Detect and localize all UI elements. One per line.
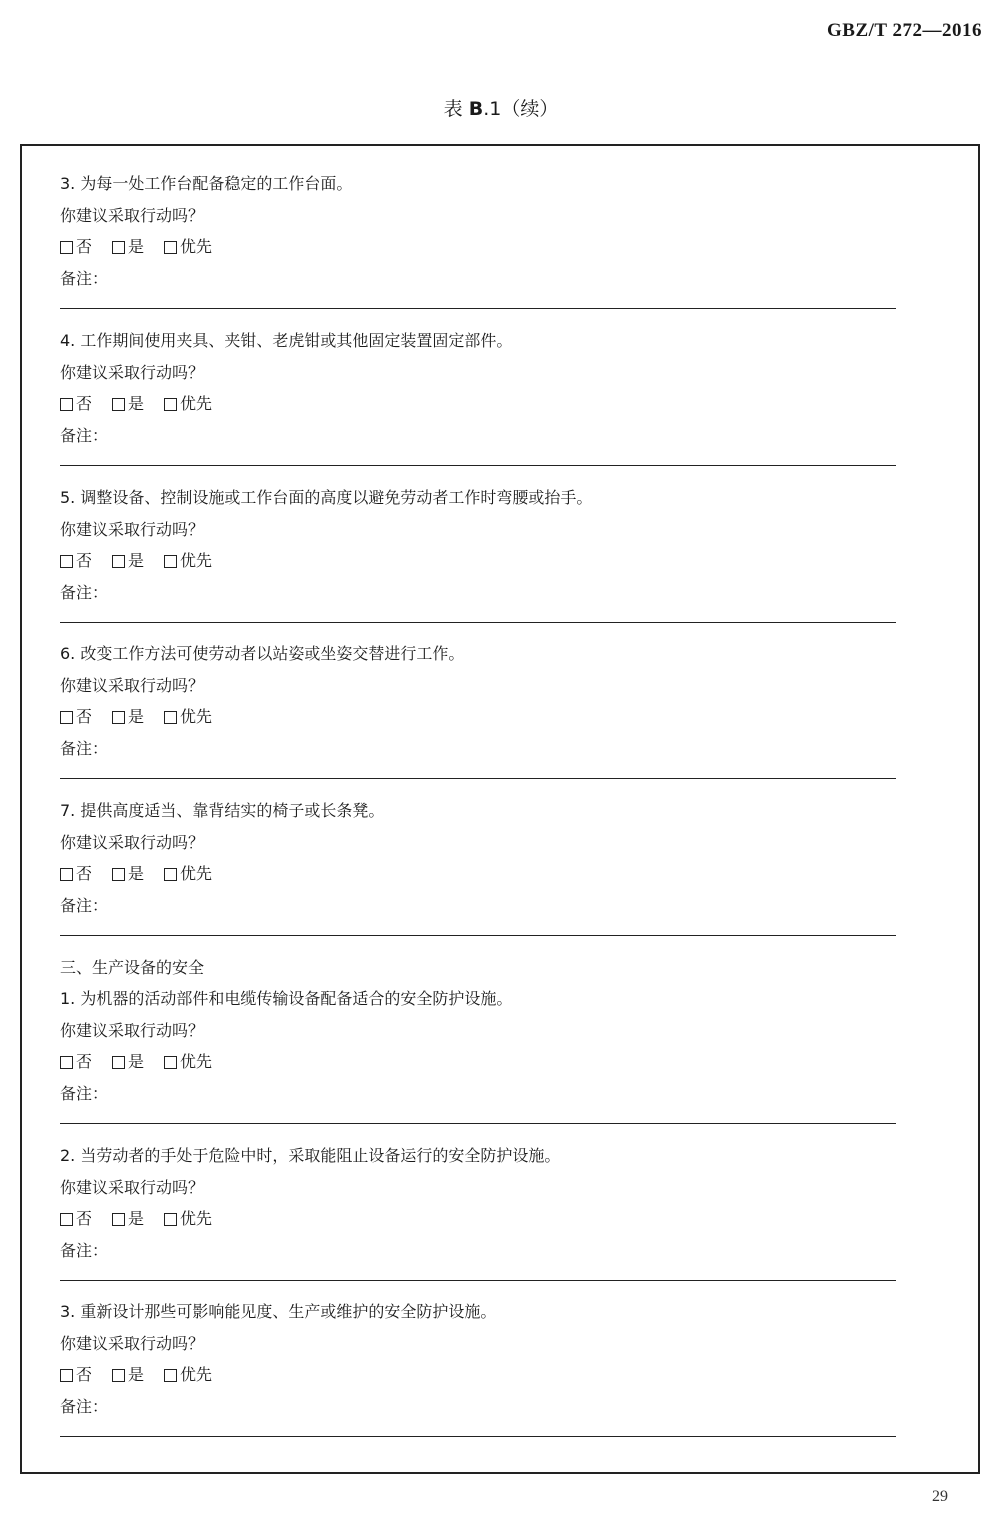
checkbox-icon[interactable] — [164, 868, 177, 881]
option-no[interactable] — [60, 1052, 92, 1072]
remarks-line[interactable] — [60, 1280, 896, 1281]
action-question: 你建议采取行动吗？ — [60, 206, 205, 225]
option-no-label: 否 — [76, 1209, 93, 1228]
option-no[interactable] — [60, 551, 92, 571]
option-priority[interactable] — [164, 551, 212, 571]
option-yes-label: 是 — [128, 394, 145, 413]
option-no[interactable] — [60, 1365, 92, 1385]
remarks-line[interactable] — [60, 1123, 896, 1124]
option-yes[interactable] — [112, 1209, 144, 1229]
option-priority[interactable] — [164, 394, 212, 414]
question-text: 6. 改变工作方法可使劳动者以站姿或坐姿交替进行工作。 — [60, 644, 465, 663]
checkbox-icon[interactable] — [164, 398, 177, 411]
option-group — [60, 1052, 232, 1072]
option-no[interactable] — [60, 707, 92, 727]
page-number: 29 — [932, 1488, 948, 1505]
option-group — [60, 1365, 232, 1385]
remarks-line[interactable] — [60, 778, 896, 779]
remarks-line[interactable] — [60, 465, 896, 466]
option-yes-label: 是 — [128, 551, 145, 570]
checkbox-icon[interactable] — [112, 868, 125, 881]
standard-code: GBZ/T 272—2016 — [827, 20, 982, 41]
option-group — [60, 1209, 232, 1229]
checkbox-icon[interactable] — [112, 1369, 125, 1382]
option-no[interactable] — [60, 864, 92, 884]
checkbox-icon[interactable] — [60, 1213, 73, 1226]
remarks-line[interactable] — [60, 1436, 896, 1437]
question-text: 5. 调整设备、控制设施或工作台面的高度以避免劳动者工作时弯腰或抬手。 — [60, 488, 593, 507]
checkbox-icon[interactable] — [60, 555, 73, 568]
checkbox-icon[interactable] — [60, 398, 73, 411]
option-no-label: 否 — [76, 1365, 93, 1384]
checkbox-icon[interactable] — [164, 711, 177, 724]
option-yes-label: 是 — [128, 707, 145, 726]
remarks-label: 备注： — [60, 1084, 109, 1103]
option-group — [60, 864, 232, 884]
question-text: 7. 提供高度适当、靠背结实的椅子或长条凳。 — [60, 801, 385, 820]
option-no-label: 否 — [76, 1052, 93, 1071]
option-group — [60, 394, 232, 414]
option-yes[interactable] — [112, 1052, 144, 1072]
question-block — [60, 801, 896, 958]
option-no-label: 否 — [76, 394, 93, 413]
remarks-label: 备注： — [60, 426, 109, 445]
remarks-line[interactable] — [60, 622, 896, 623]
option-priority[interactable] — [164, 707, 212, 727]
option-no[interactable] — [60, 394, 92, 414]
option-priority-label: 优先 — [180, 1052, 213, 1071]
checkbox-icon[interactable] — [60, 868, 73, 881]
option-priority-label: 优先 — [180, 1209, 213, 1228]
remarks-label: 备注： — [60, 896, 109, 915]
option-yes[interactable] — [112, 551, 144, 571]
remarks-label: 备注： — [60, 269, 109, 288]
checkbox-icon[interactable] — [164, 555, 177, 568]
caption-table-id: B — [468, 98, 484, 120]
option-priority-label: 优先 — [180, 864, 213, 883]
action-question: 你建议采取行动吗？ — [60, 1178, 205, 1197]
option-priority-label: 优先 — [180, 237, 213, 256]
option-priority[interactable] — [164, 1365, 212, 1385]
option-yes[interactable] — [112, 1365, 144, 1385]
option-yes[interactable] — [112, 394, 144, 414]
option-group — [60, 551, 232, 571]
checkbox-icon[interactable] — [112, 555, 125, 568]
checkbox-icon[interactable] — [164, 1056, 177, 1069]
option-priority-label: 优先 — [180, 394, 213, 413]
checkbox-icon[interactable] — [164, 1213, 177, 1226]
caption-suffix: .1（续） — [483, 98, 559, 120]
section-heading: 三、生产设备的安全 — [60, 958, 205, 977]
option-priority[interactable] — [164, 237, 212, 257]
option-no-label: 否 — [76, 237, 93, 256]
action-question: 你建议采取行动吗？ — [60, 833, 205, 852]
option-yes-label: 是 — [128, 1052, 145, 1071]
checkbox-icon[interactable] — [164, 241, 177, 254]
question-block — [60, 331, 896, 488]
option-priority[interactable] — [164, 1209, 212, 1229]
question-block — [60, 488, 896, 645]
option-no-label: 否 — [76, 864, 93, 883]
checkbox-icon[interactable] — [112, 711, 125, 724]
option-no[interactable] — [60, 237, 92, 257]
option-priority[interactable] — [164, 864, 212, 884]
checkbox-icon[interactable] — [60, 1056, 73, 1069]
option-no-label: 否 — [76, 551, 93, 570]
question-block — [60, 644, 896, 801]
checkbox-icon[interactable] — [112, 241, 125, 254]
remarks-label: 备注： — [60, 583, 109, 602]
option-yes-label: 是 — [128, 864, 145, 883]
checkbox-icon[interactable] — [112, 1213, 125, 1226]
action-question: 你建议采取行动吗？ — [60, 1334, 205, 1353]
remarks-line[interactable] — [60, 935, 896, 936]
option-priority[interactable] — [164, 1052, 212, 1072]
question-text: 3. 为每一处工作台配备稳定的工作台面。 — [60, 174, 353, 193]
action-question: 你建议采取行动吗？ — [60, 1021, 205, 1040]
question-block — [60, 174, 896, 331]
option-yes[interactable] — [112, 864, 144, 884]
checkbox-icon[interactable] — [60, 711, 73, 724]
option-priority-label: 优先 — [180, 1365, 213, 1384]
option-priority-label: 优先 — [180, 707, 213, 726]
question-text: 4. 工作期间使用夹具、夹钳、老虎钳或其他固定装置固定部件。 — [60, 331, 513, 350]
question-block — [60, 1146, 896, 1303]
question-text: 3. 重新设计那些可影响能见度、生产或维护的安全防护设施。 — [60, 1302, 497, 1321]
action-question: 你建议采取行动吗？ — [60, 676, 205, 695]
remarks-label: 备注： — [60, 739, 109, 758]
checkbox-icon[interactable] — [112, 398, 125, 411]
checkbox-icon[interactable] — [164, 1369, 177, 1382]
caption-prefix: 表 — [443, 98, 463, 120]
option-no[interactable] — [60, 1209, 92, 1229]
checkbox-icon[interactable] — [60, 1369, 73, 1382]
question-block — [60, 989, 896, 1146]
remarks-line[interactable] — [60, 308, 896, 309]
checkbox-icon[interactable] — [60, 241, 73, 254]
question-text: 2. 当劳动者的手处于危险中时，采取能阻止设备运行的安全防护设施。 — [60, 1146, 561, 1165]
option-group — [60, 707, 232, 727]
question-block — [60, 1302, 896, 1459]
option-yes-label: 是 — [128, 237, 145, 256]
option-priority-label: 优先 — [180, 551, 213, 570]
option-yes-label: 是 — [128, 1209, 145, 1228]
option-no-label: 否 — [76, 707, 93, 726]
option-yes-label: 是 — [128, 1365, 145, 1384]
remarks-label: 备注： — [60, 1397, 109, 1416]
action-question: 你建议采取行动吗？ — [60, 520, 205, 539]
checkbox-icon[interactable] — [112, 1056, 125, 1069]
question-text: 1. 为机器的活动部件和电缆传输设备配备适合的安全防护设施。 — [60, 989, 513, 1008]
remarks-label: 备注： — [60, 1241, 109, 1260]
table-caption — [0, 94, 1002, 121]
action-question: 你建议采取行动吗？ — [60, 363, 205, 382]
option-yes[interactable] — [112, 237, 144, 257]
option-yes[interactable] — [112, 707, 144, 727]
option-group — [60, 237, 232, 257]
